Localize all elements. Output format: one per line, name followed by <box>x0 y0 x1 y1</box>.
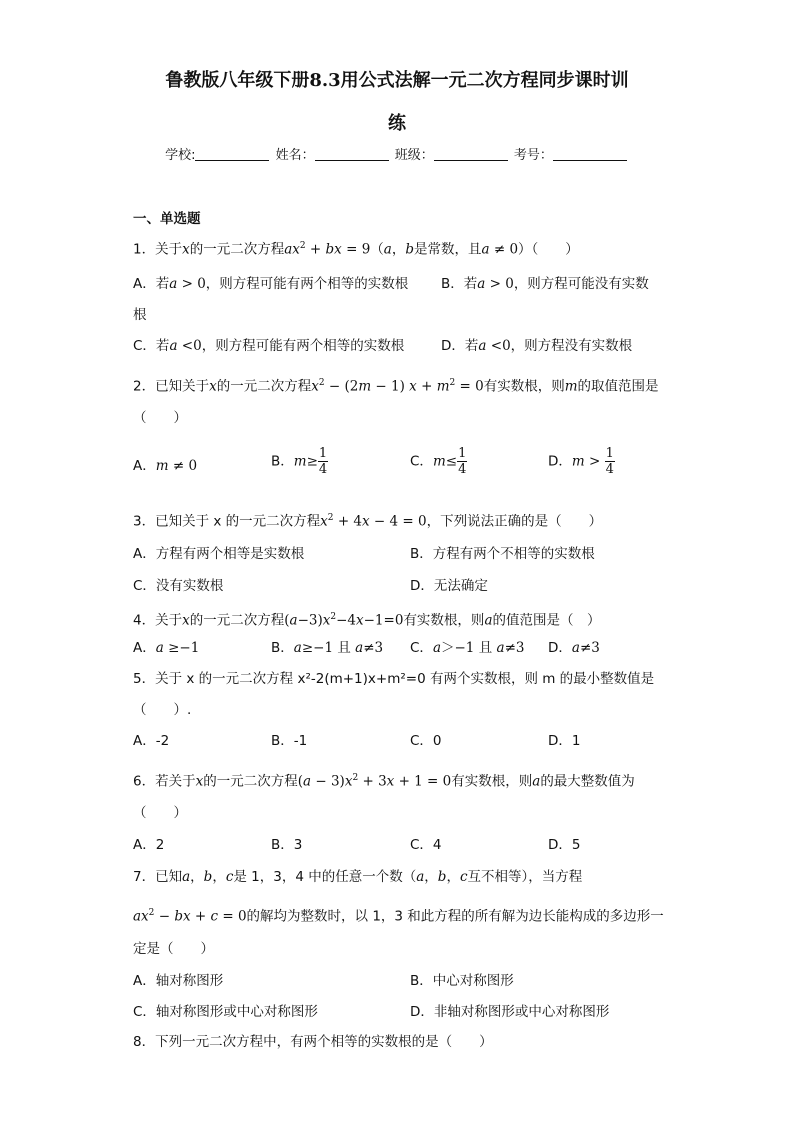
question-1-stem: 1．关于x的一元二次方程$ax^2$ + bx = 9（a，b是常数，且a ≠ 0）（ ） <box>133 241 579 258</box>
q5-option-d[interactable]: D．1 <box>548 733 581 749</box>
student-info-line <box>0 144 794 163</box>
q5-option-c[interactable]: C．0 <box>410 733 442 749</box>
q3-option-a[interactable]: A．方程有两个相等是实数根 <box>133 546 305 562</box>
question-4-stem: 4．关于x的一元二次方程$(a-3)x^2-4x-1=0$有实数根，则a的值范围是（ ） <box>133 612 601 629</box>
q1-option-b[interactable]: B．若a > 0，则方程可能没有实数 <box>441 276 649 292</box>
page-title-continued: 练 <box>388 113 406 134</box>
name-blank[interactable] <box>315 148 389 161</box>
question-7-stem: 7．已知a，b，c是 1，3，4 中的任意一个数（a，b，c互不相等），当方程 <box>133 869 583 885</box>
q7-option-a[interactable]: A．轴对称图形 <box>133 973 224 989</box>
number-blank[interactable] <box>553 148 627 161</box>
q3-option-c[interactable]: C．没有实数根 <box>133 578 224 594</box>
q4-option-c[interactable]: C．a＞−1 且 a≠3 <box>410 640 525 656</box>
question-2-stem-end: （ ） <box>133 410 187 426</box>
q2-option-b[interactable]: B．m≥ $\frac{1}{4}$ <box>271 446 328 477</box>
school-blank[interactable] <box>195 148 269 161</box>
question-5-stem-end: （ ）. <box>133 702 192 718</box>
class-blank[interactable] <box>434 148 508 161</box>
q2-option-d[interactable]: D．m > $\frac{1}{4}$ <box>548 446 614 477</box>
q4-option-b[interactable]: B．a≥−1 且 a≠3 <box>271 640 384 656</box>
q3-option-d[interactable]: D．无法确定 <box>410 578 488 594</box>
q4-option-a[interactable]: A．a ≥−1 <box>133 640 200 656</box>
q3-option-b[interactable]: B．方程有两个不相等的实数根 <box>410 546 595 562</box>
q6-option-c[interactable]: C．4 <box>410 837 442 853</box>
q1-option-c[interactable]: C．若a <0，则方程可能有两个相等的实数根 <box>133 338 405 354</box>
q2-option-c[interactable]: C．m≤ $\frac{1}{4}$ <box>410 446 467 477</box>
q7-option-c[interactable]: C．轴对称图形或中心对称图形 <box>133 1004 318 1020</box>
q1-option-d[interactable]: D．若a <0，则方程没有实数根 <box>441 338 633 354</box>
q7-option-b[interactable]: B．中心对称图形 <box>410 973 514 989</box>
q1-option-b-wrap: 根 <box>133 307 147 323</box>
school-label: 学校: <box>165 148 196 163</box>
question-7-stem-line3: 定是（ ） <box>133 941 214 957</box>
question-7-stem-line2: $ax^2$ − bx + c = 0的解均为整数时，以 1，3 和此方程的所有解为边长能构成的多边形一 <box>133 908 664 925</box>
section-title: 一、单选题 <box>133 211 201 227</box>
class-label: 班级： <box>394 148 434 163</box>
q4-option-d[interactable]: D．a≠3 <box>548 640 600 656</box>
q7-option-d[interactable]: D．非轴对称图形或中心对称图形 <box>410 1004 610 1020</box>
q5-option-a[interactable]: A．-2 <box>133 733 170 749</box>
question-6-stem: 6．若关于x的一元二次方程$(a - 3)x^2 + 3x + 1 = 0$有实数根，则a的最大整数值为 <box>133 773 635 790</box>
q5-option-b[interactable]: B．-1 <box>271 733 308 749</box>
q1-option-a[interactable]: A．若a > 0，则方程可能有两个相等的实数根 <box>133 276 409 292</box>
q6-option-d[interactable]: D．5 <box>548 837 581 853</box>
question-6-stem-end: （ ） <box>133 805 187 821</box>
question-2-stem: 2．已知关于x的一元二次方程$x^2 - (2m - 1) x + m^2 = 0$有实数根，则m的取值范围是 <box>133 378 659 395</box>
name-label: 姓名： <box>275 148 315 163</box>
q2-option-a[interactable]: A．m ≠ 0 <box>133 458 198 474</box>
question-8-stem: 8．下列一元二次方程中，有两个相等的实数根的是（ ） <box>133 1034 493 1050</box>
q6-option-a[interactable]: A．2 <box>133 837 165 853</box>
question-5-stem: 5．关于 x 的一元二次方程 x²-2(m+1)x+m²=0 有两个实数根，则 m 的最小整数值是 <box>133 671 655 687</box>
q6-option-b[interactable]: B．3 <box>271 837 303 853</box>
question-3-stem: 3．已知关于 x 的一元二次方程$x^2 + 4x - 4 = 0$，下列说法正确的是（ ） <box>133 513 603 530</box>
page-title: 鲁教版八年级下册8.3用公式法解一元二次方程同步课时训 <box>165 70 629 91</box>
number-label: 考号： <box>513 148 553 163</box>
